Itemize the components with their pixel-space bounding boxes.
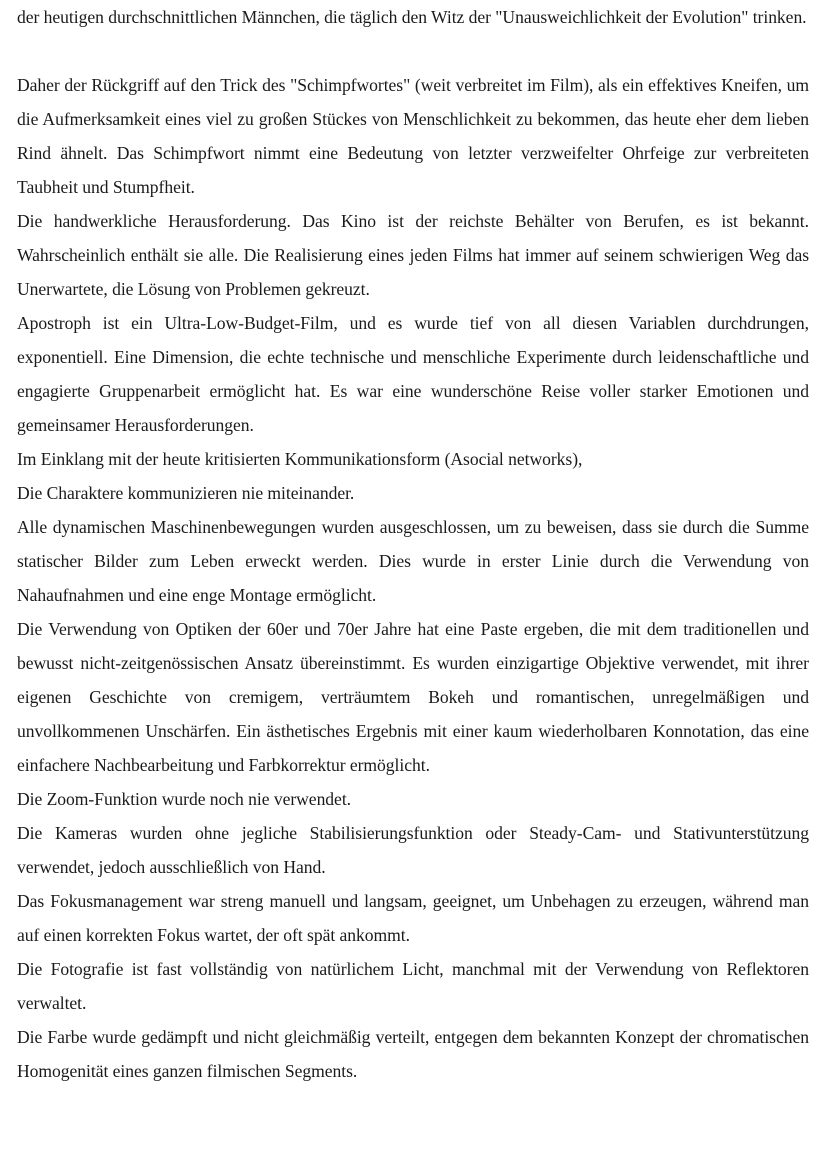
- paragraph-11: Das Fokusmanagement war streng manuell und langsam, geeignet, um Unbehagen zu erzeugen, während man auf einen korrekten Fokus wartet, der oft spät ankommt.: [17, 891, 809, 945]
- paragraph-2: Daher der Rückgriff auf den Trick des "Schimpfwortes" (weit verbreitet im Film), als ein effektives Kneifen, um die Aufmerksamkeit eines viel zu großen Stückes von Menschlichkeit zu bekommen, das heute eher dem lieben Rind ähnelt. Das Schimpfwort nimmt eine Bedeutung von letzter verzweifelter Ohrfeige zur verbreiteten Taubheit und Stumpfheit.: [17, 75, 809, 197]
- paragraph-7: Alle dynamischen Maschinenbewegungen wurden ausgeschlossen, um zu beweisen, dass sie durch die Summe statischer Bilder zum Leben erweckt werden. Dies wurde in erster Linie durch die Verwendung von Nahaufnahmen und eine enge Montage ermöglicht.: [17, 517, 809, 605]
- paragraph-1: der heutigen durchschnittlichen Männchen, die täglich den Witz der "Unausweichlichkeit der Evolution" trinken.: [17, 7, 807, 27]
- paragraph-spacer: [17, 34, 809, 68]
- paragraph-9: Die Zoom-Funktion wurde noch nie verwendet.: [17, 789, 352, 809]
- paragraph-10: Die Kameras wurden ohne jegliche Stabilisierungsfunktion oder Steady-Cam- und Stativunterstützung verwendet, jedoch ausschließlich von Hand.: [17, 823, 809, 877]
- paragraph-12: Die Fotografie ist fast vollständig von natürlichem Licht, manchmal mit der Verwendung von Reflektoren verwaltet.: [17, 959, 809, 1013]
- document-page: [17, 0, 809, 1088]
- paragraph-6: Die Charaktere kommunizieren nie miteinander.: [17, 483, 355, 503]
- paragraph-3: Die handwerkliche Herausforderung. Das Kino ist der reichste Behälter von Berufen, es ist bekannt. Wahrscheinlich enthält sie alle. Die Realisierung eines jeden Films hat immer auf seinem schwierigen Weg das Unerwartete, die Lösung von Problemen gekreuzt.: [17, 211, 809, 299]
- paragraph-13: Die Farbe wurde gedämpft und nicht gleichmäßig verteilt, entgegen dem bekannten Konzept der chromatischen Homogenität eines ganzen filmischen Segments.: [17, 1027, 809, 1081]
- paragraph-4: Apostroph ist ein Ultra-Low-Budget-Film, und es wurde tief von all diesen Variablen durchdrungen, exponentiell. Eine Dimension, die echte technische und menschliche Experimente durch leidenschaftliche und engagierte Gruppenarbeit ermöglicht hat. Es war eine wunderschöne Reise voller starker Emotionen und gemeinsamer Herausforderungen.: [17, 313, 809, 435]
- paragraph-8: Die Verwendung von Optiken der 60er und 70er Jahre hat eine Paste ergeben, die mit dem traditionellen und bewusst nicht-zeitgenössischen Ansatz übereinstimmt. Es wurden einzigartige Objektive verwendet, mit ihrer eigenen Geschichte von cremigem, verträumtem Bokeh und romantischen, unregelmäßigen und unvollkommenen Unschärfen. Ein ästhetisches Ergebnis mit einer kaum wiederholbaren Konnotation, das eine einfachere Nachbearbeitung und Farbkorrektur ermöglicht.: [17, 619, 809, 775]
- paragraph-5: Im Einklang mit der heute kritisierten Kommunikationsform (Asocial networks),: [17, 449, 583, 469]
